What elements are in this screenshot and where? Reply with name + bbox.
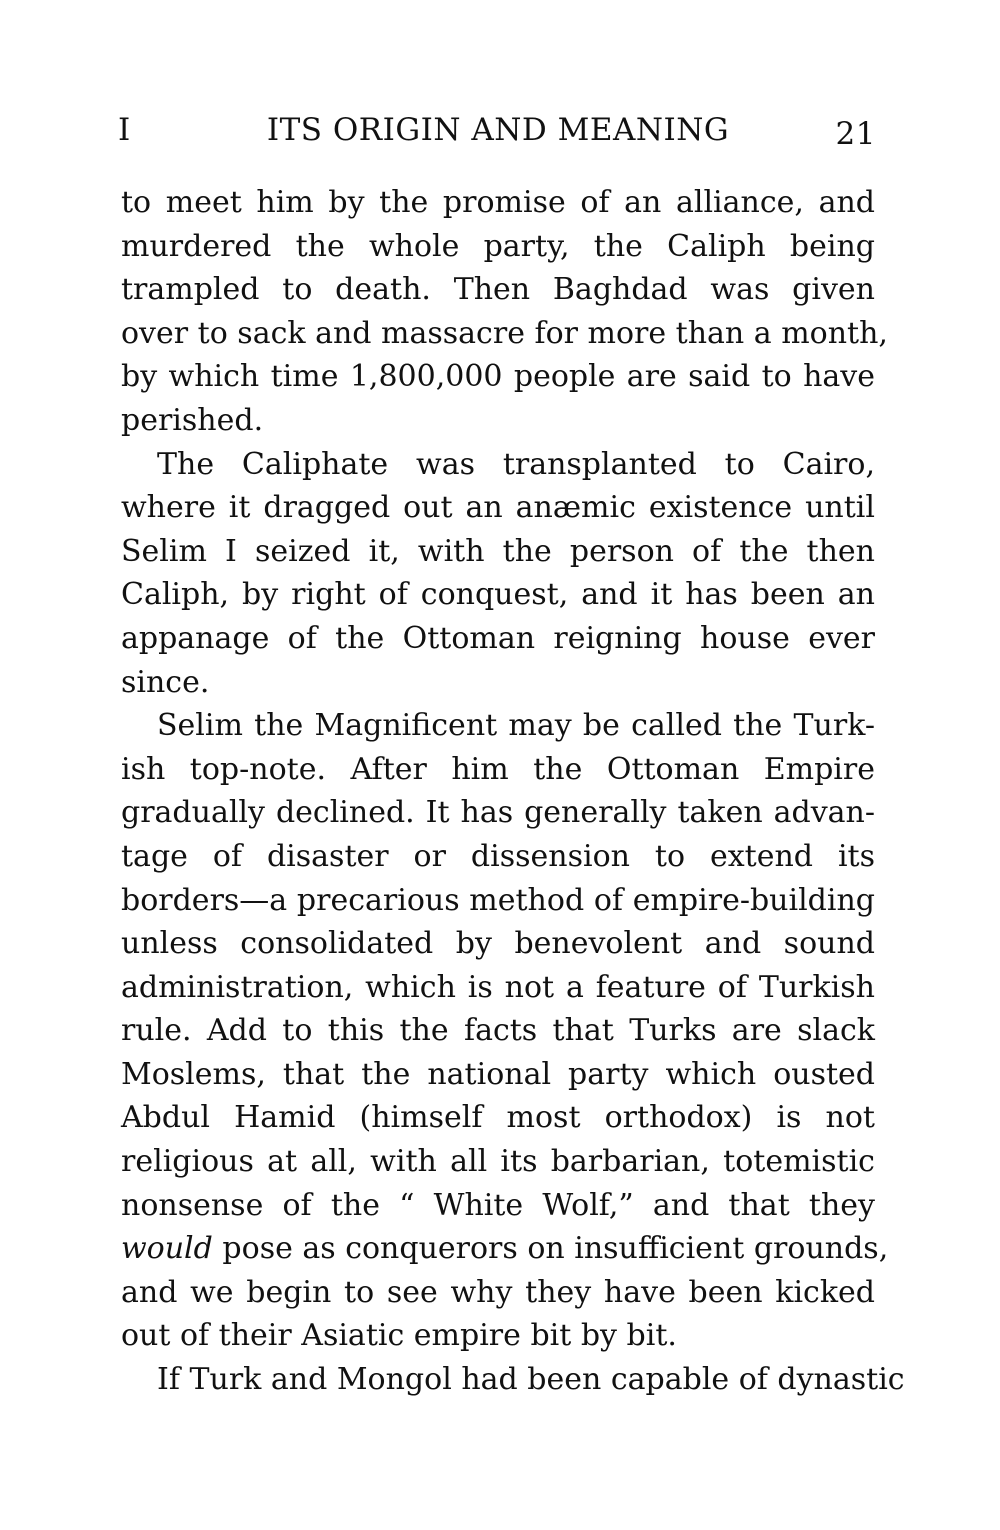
text-line: and we begin to see why they have been kicked [121,1274,875,1310]
text-line: appanage of the Ottoman reigning house ever [121,620,875,656]
text-line: gradually declined. It has generally taken advan- [121,795,875,831]
text-line-with-italic [121,1227,889,1271]
text-line: out of their Asiatic empire bit by bit. [121,1318,677,1354]
text-line: Abdul Hamid (himself most orthodox) is not [121,1100,875,1136]
text-line: The Caliphate was transplanted to Cairo, [157,446,875,482]
text-line: nonsense of the “ White Wolf,” and that they [121,1187,875,1223]
text-line: Selim the Magnificent may be called the Turk- [157,708,875,744]
text-line: by which time 1,800,000 people are said to have [121,359,875,395]
text-line: religious at all, with all its barbarian, totemistic [121,1144,875,1180]
text-line: If Turk and Mongol had been capable of dynastic [157,1362,905,1398]
text-line: ish top-note. After him the Ottoman Empire [121,751,875,787]
italic-word: would [121,1231,213,1267]
text-line: tage of disaster or dissension to extend its [121,838,875,874]
text-line: Caliph, by right of conquest, and it has been an [121,577,875,613]
text-line: where it dragged out an anæmic existence until [121,490,875,526]
text-line: since. [121,664,210,700]
text-line: Moslems, that the national party which ousted [121,1056,875,1092]
text-line: to meet him by the promise of an alliance, and [121,185,875,220]
chapter-number: I [118,112,131,148]
text-line: borders—a precarious method of empire-building [121,882,875,918]
text-line: murdered the whole party, the Caliph being [121,228,875,264]
body-text [121,181,905,1402]
text-line: administration, which is not a feature of Turkish [121,969,875,1005]
text-line: trampled to death. Then Baghdad was given [121,272,875,308]
running-head [118,112,880,162]
text-line: unless consolidated by benevolent and sound [121,926,875,962]
running-title: ITS ORIGIN AND MEANING [266,112,730,148]
text-line: Selim I seized it, with the person of the then [121,533,875,569]
text-line: over to sack and massacre for more than a month, [121,315,888,351]
text-line: rule. Add to this the facts that Turks are slack [121,1013,875,1049]
text-line: perished. [121,402,264,438]
page-number: 21 [835,116,876,152]
text-line-rest: pose as conquerors on insufficient grounds, [222,1231,889,1267]
